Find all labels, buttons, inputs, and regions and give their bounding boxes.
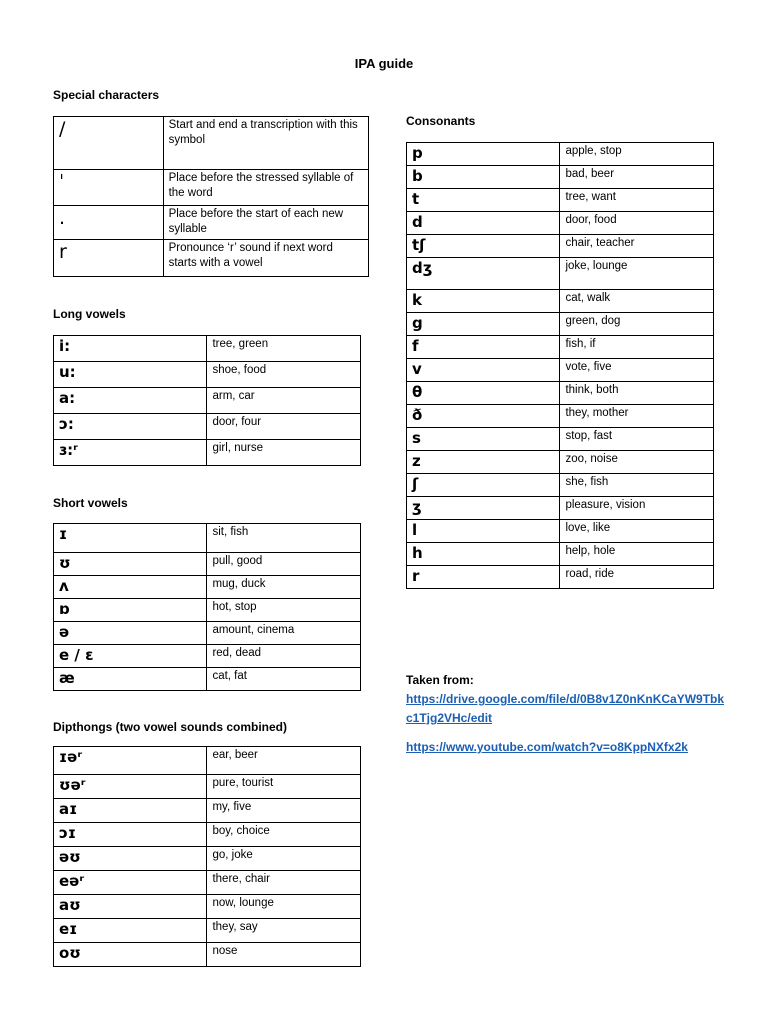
ipa-symbol: ɜ:ʳ [54, 440, 207, 466]
ipa-symbol: r [407, 566, 560, 589]
table-row [54, 206, 369, 240]
special-characters-heading: Special characters [53, 88, 160, 102]
example-words: pure, tourist [207, 775, 361, 799]
table-row [54, 799, 361, 823]
special-characters-table [53, 116, 369, 277]
table-row [54, 747, 361, 775]
ipa-symbol: aɪ [54, 799, 207, 823]
symbol-description: Start and end a transcription with this symbol [163, 117, 368, 170]
ipa-symbol: u: [54, 362, 207, 388]
table-row [54, 775, 361, 799]
example-words: go, joke [207, 847, 361, 871]
table-row [407, 313, 714, 336]
ipa-symbol: s [407, 428, 560, 451]
example-words: pull, good [207, 553, 361, 576]
table-row [54, 847, 361, 871]
example-words: joke, lounge [560, 258, 714, 290]
example-words: chair, teacher [560, 235, 714, 258]
ipa-symbol: b [407, 166, 560, 189]
example-words: now, lounge [207, 895, 361, 919]
ipa-symbol: tʃ [407, 235, 560, 258]
example-words: they, mother [560, 405, 714, 428]
example-words: cat, fat [207, 668, 361, 691]
ipa-symbol: ʃ [407, 474, 560, 497]
ipa-symbol: oʊ [54, 943, 207, 967]
example-words: amount, cinema [207, 622, 361, 645]
example-words: help, hole [560, 543, 714, 566]
table-row [407, 359, 714, 382]
table-row [407, 451, 714, 474]
table-row [407, 566, 714, 589]
example-words: road, ride [560, 566, 714, 589]
table-row [54, 553, 361, 576]
ipa-symbol: ɔ: [54, 414, 207, 440]
example-words: arm, car [207, 388, 361, 414]
table-row [54, 668, 361, 691]
table-row [407, 543, 714, 566]
table-row [407, 290, 714, 313]
example-words: red, dead [207, 645, 361, 668]
ipa-symbol: θ [407, 382, 560, 405]
example-words: my, five [207, 799, 361, 823]
ipa-symbol: k [407, 290, 560, 313]
table-row [407, 258, 714, 290]
example-words: door, food [560, 212, 714, 235]
diphthongs-heading: Dipthongs (two vowel sounds combined) [53, 720, 287, 734]
youtube-link[interactable]: https://www.youtube.com/watch?v=o8KppNXfx2k [406, 740, 688, 754]
example-words: zoo, noise [560, 451, 714, 474]
example-words: they, say [207, 919, 361, 943]
page-title: IPA guide [354, 56, 414, 71]
table-row [54, 895, 361, 919]
ipa-symbol: p [407, 143, 560, 166]
ipa-symbol: æ [54, 668, 207, 691]
example-words: mug, duck [207, 576, 361, 599]
table-row [407, 474, 714, 497]
table-row [54, 919, 361, 943]
table-row [54, 336, 361, 362]
example-words: shoe, food [207, 362, 361, 388]
ipa-symbol: e / ɛ [54, 645, 207, 668]
ipa-symbol: ɒ [54, 599, 207, 622]
table-row [407, 497, 714, 520]
ipa-symbol: ʌ [54, 576, 207, 599]
table-row [54, 645, 361, 668]
table-row [54, 440, 361, 466]
table-row [54, 576, 361, 599]
ipa-symbol: f [407, 336, 560, 359]
table-row [54, 388, 361, 414]
ipa-symbol: ɪ [54, 524, 207, 553]
ipa-symbol: t [407, 189, 560, 212]
consonants-heading: Consonants [406, 114, 476, 128]
ipa-symbol: ˈ [54, 170, 164, 206]
example-words: pleasure, vision [560, 497, 714, 520]
ipa-symbol: ə [54, 622, 207, 645]
ipa-symbol: aʊ [54, 895, 207, 919]
example-words: cat, walk [560, 290, 714, 313]
google-drive-link[interactable]: https://drive.google.com/file/d/0B8v1Z0nKnKCaYW9Tbkc1Tjg2VHc/edit [406, 692, 725, 725]
ipa-symbol: ʒ [407, 497, 560, 520]
table-row [54, 823, 361, 847]
ipa-symbol: d [407, 212, 560, 235]
ipa-symbol: . [54, 206, 164, 240]
table-row [407, 189, 714, 212]
example-words: girl, nurse [207, 440, 361, 466]
example-words: she, fish [560, 474, 714, 497]
table-row [407, 336, 714, 359]
example-words: door, four [207, 414, 361, 440]
table-row [407, 520, 714, 543]
table-row [407, 235, 714, 258]
consonants-table [406, 142, 714, 589]
ipa-symbol: dʒ [407, 258, 560, 290]
ipa-symbol: r [54, 240, 164, 277]
table-row [54, 117, 369, 170]
ipa-symbol: a: [54, 388, 207, 414]
example-words: ear, beer [207, 747, 361, 775]
long-vowels-heading: Long vowels [53, 307, 126, 321]
ipa-symbol: eɪ [54, 919, 207, 943]
table-row [407, 143, 714, 166]
example-words: love, like [560, 520, 714, 543]
example-words: there, chair [207, 871, 361, 895]
table-row [407, 166, 714, 189]
ipa-symbol: z [407, 451, 560, 474]
table-row [407, 212, 714, 235]
example-words: fish, if [560, 336, 714, 359]
table-row [54, 524, 361, 553]
example-words: tree, want [560, 189, 714, 212]
ipa-symbol: əʊ [54, 847, 207, 871]
table-row [54, 414, 361, 440]
ipa-symbol: ɪəʳ [54, 747, 207, 775]
ipa-symbol: l [407, 520, 560, 543]
ipa-symbol: eəʳ [54, 871, 207, 895]
example-words: sit, fish [207, 524, 361, 553]
ipa-symbol: i: [54, 336, 207, 362]
ipa-symbol: ʊəʳ [54, 775, 207, 799]
table-row [54, 622, 361, 645]
table-row [54, 362, 361, 388]
short-vowels-heading: Short vowels [53, 496, 128, 510]
long-vowels-table [53, 335, 361, 466]
symbol-description: Place before the start of each new syllable [163, 206, 368, 240]
example-words: apple, stop [560, 143, 714, 166]
symbol-description: Pronounce ‘r’ sound if next word starts with a vowel [163, 240, 368, 277]
example-words: nose [207, 943, 361, 967]
short-vowels-table [53, 523, 361, 691]
ipa-symbol: ð [407, 405, 560, 428]
ipa-symbol: / [54, 117, 164, 170]
example-words: bad, beer [560, 166, 714, 189]
symbol-description: Place before the stressed syllable of the word [163, 170, 368, 206]
ipa-symbol: h [407, 543, 560, 566]
example-words: boy, choice [207, 823, 361, 847]
ipa-symbol: ʊ [54, 553, 207, 576]
table-row [54, 943, 361, 967]
example-words: stop, fast [560, 428, 714, 451]
table-row [54, 240, 369, 277]
example-words: think, both [560, 382, 714, 405]
table-row [407, 428, 714, 451]
table-row [407, 405, 714, 428]
table-row [407, 382, 714, 405]
table-row [54, 170, 369, 206]
example-words: green, dog [560, 313, 714, 336]
ipa-symbol: g [407, 313, 560, 336]
example-words: tree, green [207, 336, 361, 362]
diphthongs-table [53, 746, 361, 967]
ipa-symbol: ɔɪ [54, 823, 207, 847]
table-row [54, 599, 361, 622]
sources-label: Taken from: [406, 673, 474, 687]
table-row [54, 871, 361, 895]
example-words: vote, five [560, 359, 714, 382]
ipa-symbol: v [407, 359, 560, 382]
example-words: hot, stop [207, 599, 361, 622]
